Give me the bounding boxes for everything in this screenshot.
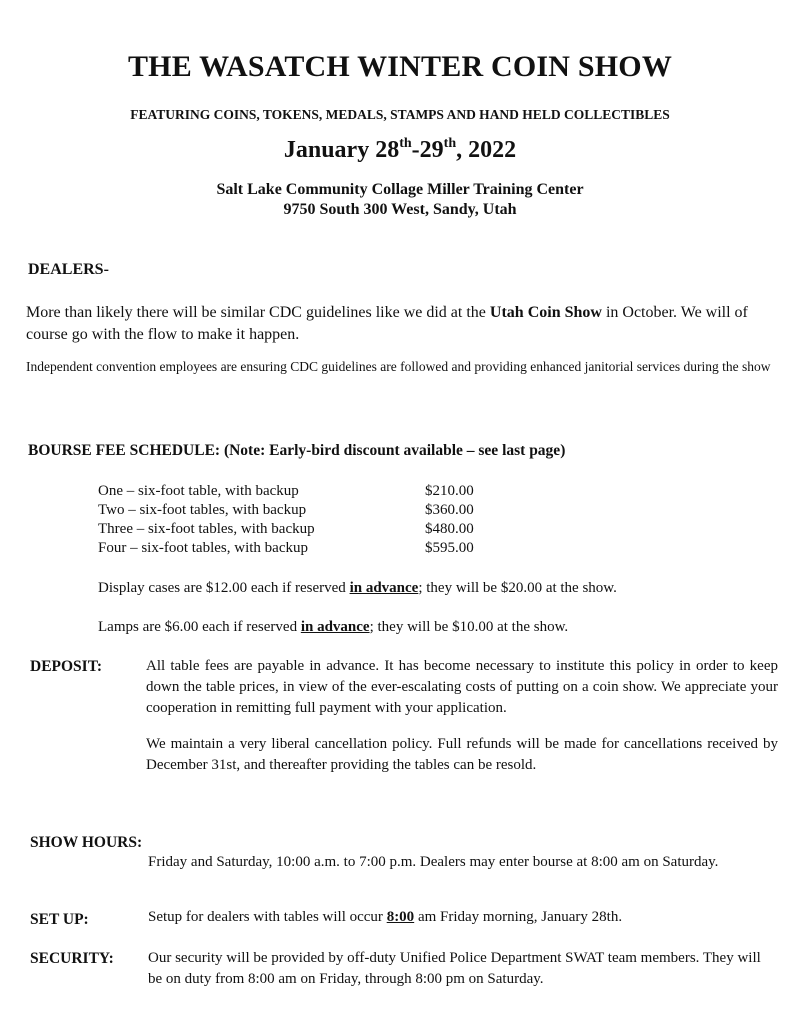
deposit-label: DEPOSIT:: [30, 658, 103, 675]
dealers-p1-before: More than likely there will be similar CDC guidelines like we did at the: [26, 304, 490, 321]
dealers-p1-bold: Utah Coin Show: [489, 304, 602, 321]
dates-month: January 28: [283, 137, 400, 163]
fee-price: $360.00: [425, 502, 474, 518]
setup-text: [148, 909, 778, 926]
dealers-p1-after: in October. We will of course go with the flow to make it happen.: [26, 304, 748, 343]
fee-price: $595.00: [425, 540, 474, 556]
fee-desc: One – six-foot table, with backup: [98, 483, 299, 499]
display-in-advance: in advance: [349, 580, 419, 596]
fee-row: [98, 520, 525, 539]
venue-block: [0, 180, 800, 220]
dates-separator: -29: [411, 137, 444, 163]
dealers-paragraph-2: Independent convention employees are ensuring CDC guidelines are followed and providing enhanced janitorial services during the show: [26, 359, 771, 374]
lamps-note: [98, 619, 568, 636]
fee-table: [98, 482, 525, 558]
bourse-fee-heading: BOURSE FEE SCHEDULE: (Note: Early-bird discount available – see last page): [28, 442, 566, 459]
dates-year: , 2022: [456, 137, 517, 163]
fee-row: [98, 501, 525, 520]
fee-desc: Three – six-foot tables, with backup: [98, 521, 315, 537]
deposit-paragraph-1: All table fees are payable in advance. It has become necessary to institute this policy in order to keep down the table prices, in view of the ever-escalating costs of putting on a coin show. We appreciate your cooperation in remitting full payment with your application.: [146, 658, 778, 716]
dealers-heading: DEALERS-: [28, 261, 109, 278]
display-cases-note: [98, 580, 617, 597]
setup-label: SET UP:: [30, 911, 89, 928]
fee-price: $210.00: [425, 483, 474, 499]
display-before: Display cases are $12.00 each if reserved: [98, 580, 350, 596]
venue-address: 9750 South 300 West, Sandy, Utah: [283, 201, 517, 218]
security-text: Our security will be provided by off-duty Unified Police Department SWAT team members. They will be on duty from 8:00 am on Friday, through 8:00 pm on Saturday.: [148, 950, 761, 987]
fee-desc: Four – six-foot tables, with backup: [98, 540, 308, 556]
dates-sup-1: th: [399, 136, 412, 151]
page-subtitle: FEATURING COINS, TOKENS, MEDALS, STAMPS AND HAND HELD COLLECTIBLES: [130, 107, 670, 122]
setup-time: 8:00: [386, 909, 415, 925]
show-dates: [0, 137, 800, 164]
show-hours-label: SHOW HOURS:: [30, 834, 143, 851]
page-title: THE WASATCH WINTER COIN SHOW: [127, 50, 673, 83]
dates-sup-2: th: [443, 136, 457, 151]
deposit-paragraph-2: We maintain a very liberal cancellation policy. Full refunds will be made for cancellations received by December 31st, and thereafter providing the tables can be resold.: [146, 736, 778, 773]
security-label: SECURITY:: [30, 950, 114, 967]
show-hours-text: Friday and Saturday, 10:00 a.m. to 7:00 p.m. Dealers may enter bourse at 8:00 am on Saturday.: [148, 854, 719, 870]
venue-name: Salt Lake Community Collage Miller Training Center: [216, 181, 584, 198]
lamps-after: ; they will be $10.00 at the show.: [369, 619, 569, 635]
lamps-before: Lamps are $6.00 each if reserved: [98, 619, 301, 635]
lamps-in-advance: in advance: [300, 619, 370, 635]
fee-row: [98, 482, 525, 501]
fee-desc: Two – six-foot tables, with backup: [98, 502, 307, 518]
setup-after: am Friday morning, January 28th.: [414, 909, 623, 925]
fee-price: $480.00: [425, 521, 474, 537]
dealers-paragraph-1: [26, 302, 776, 346]
display-after: ; they will be $20.00 at the show.: [418, 580, 617, 596]
setup-before: Setup for dealers with tables will occur: [148, 909, 387, 925]
fee-row: [98, 539, 525, 558]
